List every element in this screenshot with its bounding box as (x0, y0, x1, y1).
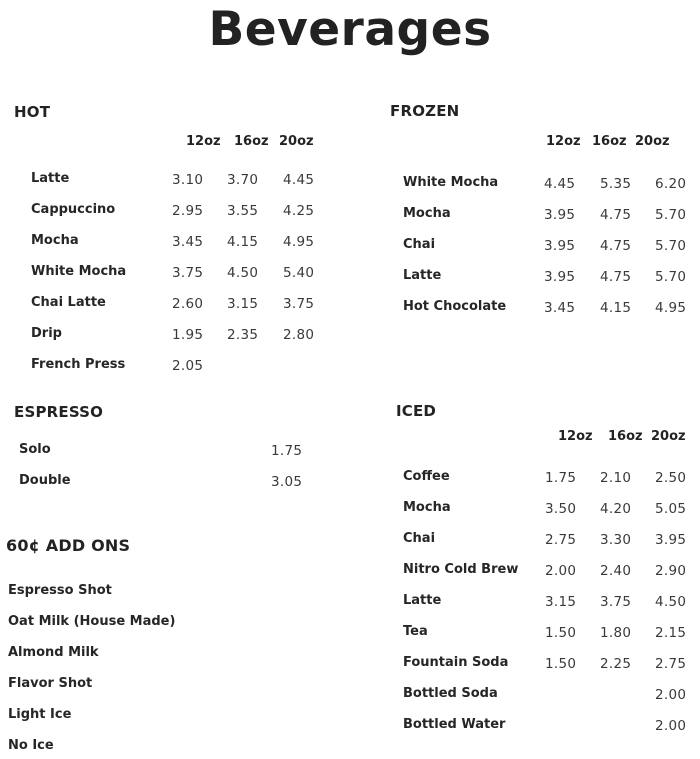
price-12oz: 3.95 (544, 207, 576, 223)
price-16oz: 4.15 (227, 234, 259, 250)
price-16oz: 4.75 (600, 269, 632, 285)
item-name: Chai (403, 531, 436, 546)
price-12oz: 1.95 (172, 327, 204, 343)
price-20oz: 5.05 (655, 501, 687, 517)
price-20oz: 4.50 (655, 594, 687, 610)
item-name: Latte (31, 171, 70, 186)
price-16oz: 3.75 (600, 594, 632, 610)
item-name: White Mocha (403, 175, 499, 190)
price-20oz: 2.15 (655, 625, 687, 641)
item-name: Chai (403, 237, 436, 252)
price-20oz: 2.00 (655, 718, 687, 734)
add-ons-heading: 60¢ ADD ONS (6, 536, 131, 555)
price-16oz: 4.15 (600, 300, 632, 316)
hot-heading: HOT (14, 103, 51, 121)
item-name: White Mocha (31, 264, 127, 279)
espresso-heading: ESPRESSO (14, 403, 104, 421)
price-12oz: 3.75 (172, 265, 204, 281)
price-12oz: 2.75 (545, 532, 577, 548)
price-20oz: 2.75 (655, 656, 687, 672)
price-20oz: 5.70 (655, 207, 687, 223)
price-20oz: 3.95 (655, 532, 687, 548)
price-16oz: 4.50 (227, 265, 259, 281)
price-12oz: 2.00 (545, 563, 577, 579)
price-16oz: 4.75 (600, 207, 632, 223)
item-name: Fountain Soda (403, 655, 509, 670)
price-16oz: 4.20 (600, 501, 632, 517)
item-name: Mocha (403, 206, 451, 221)
add-on-item: Flavor Shot (8, 676, 93, 691)
item-name: Double (19, 473, 71, 488)
item-name: Drip (31, 326, 62, 341)
add-on-item: Light Ice (8, 707, 72, 722)
iced-size-16oz: 16oz (608, 429, 643, 444)
price-20oz: 4.25 (283, 203, 315, 219)
hot-size-12oz: 12oz (186, 134, 221, 149)
price-12oz: 2.60 (172, 296, 204, 312)
item-name: Latte (403, 593, 442, 608)
price-20oz: 2.00 (655, 687, 687, 703)
price-12oz: 3.15 (545, 594, 577, 610)
price-12oz: 2.95 (172, 203, 204, 219)
iced-size-20oz: 20oz (651, 429, 686, 444)
price: 3.05 (271, 474, 303, 490)
price-16oz: 3.15 (227, 296, 259, 312)
add-on-item: No Ice (8, 738, 54, 753)
price-16oz: 3.55 (227, 203, 259, 219)
price-16oz: 2.10 (600, 470, 632, 486)
price-12oz: 3.45 (544, 300, 576, 316)
hot-size-16oz: 16oz (234, 134, 269, 149)
item-name: Latte (403, 268, 442, 283)
price-16oz: 2.40 (600, 563, 632, 579)
price-16oz: 3.30 (600, 532, 632, 548)
hot-size-20oz: 20oz (279, 134, 314, 149)
iced-size-12oz: 12oz (558, 429, 593, 444)
price: 1.75 (271, 443, 303, 459)
item-name: Mocha (403, 500, 451, 515)
price-20oz: 6.20 (655, 176, 687, 192)
price-20oz: 2.90 (655, 563, 687, 579)
iced-heading: ICED (396, 402, 437, 420)
price-20oz: 3.75 (283, 296, 315, 312)
price-12oz: 2.05 (172, 358, 204, 374)
price-12oz: 3.95 (544, 238, 576, 254)
price-20oz: 4.45 (283, 172, 315, 188)
price-12oz: 1.75 (545, 470, 577, 486)
frozen-size-20oz: 20oz (635, 134, 670, 149)
price-12oz: 3.50 (545, 501, 577, 517)
price-16oz: 5.35 (600, 176, 632, 192)
price-12oz: 1.50 (545, 625, 577, 641)
price-20oz: 5.70 (655, 238, 687, 254)
price-20oz: 4.95 (655, 300, 687, 316)
item-name: Chai Latte (31, 295, 106, 310)
add-on-item: Oat Milk (House Made) (8, 614, 176, 629)
price-20oz: 4.95 (283, 234, 315, 250)
page-title: Beverages (208, 2, 492, 57)
price-12oz: 3.45 (172, 234, 204, 250)
price-16oz: 2.25 (600, 656, 632, 672)
price-12oz: 3.10 (172, 172, 204, 188)
item-name: French Press (31, 357, 126, 372)
item-name: Bottled Soda (403, 686, 498, 701)
add-on-item: Almond Milk (8, 645, 99, 660)
price-20oz: 2.80 (283, 327, 315, 343)
item-name: Hot Chocolate (403, 299, 507, 314)
item-name: Tea (403, 624, 428, 639)
item-name: Nitro Cold Brew (403, 562, 519, 577)
price-16oz: 2.35 (227, 327, 259, 343)
price-16oz: 3.70 (227, 172, 259, 188)
price-20oz: 5.40 (283, 265, 315, 281)
price-16oz: 4.75 (600, 238, 632, 254)
price-12oz: 4.45 (544, 176, 576, 192)
frozen-size-12oz: 12oz (546, 134, 581, 149)
item-name: Cappuccino (31, 202, 116, 217)
item-name: Mocha (31, 233, 79, 248)
price-16oz: 1.80 (600, 625, 632, 641)
frozen-size-16oz: 16oz (592, 134, 627, 149)
price-12oz: 1.50 (545, 656, 577, 672)
item-name: Bottled Water (403, 717, 506, 732)
price-20oz: 2.50 (655, 470, 687, 486)
item-name: Coffee (403, 469, 450, 484)
price-20oz: 5.70 (655, 269, 687, 285)
price-12oz: 3.95 (544, 269, 576, 285)
item-name: Solo (19, 442, 51, 457)
add-on-item: Espresso Shot (8, 583, 112, 598)
frozen-heading: FROZEN (390, 102, 460, 120)
